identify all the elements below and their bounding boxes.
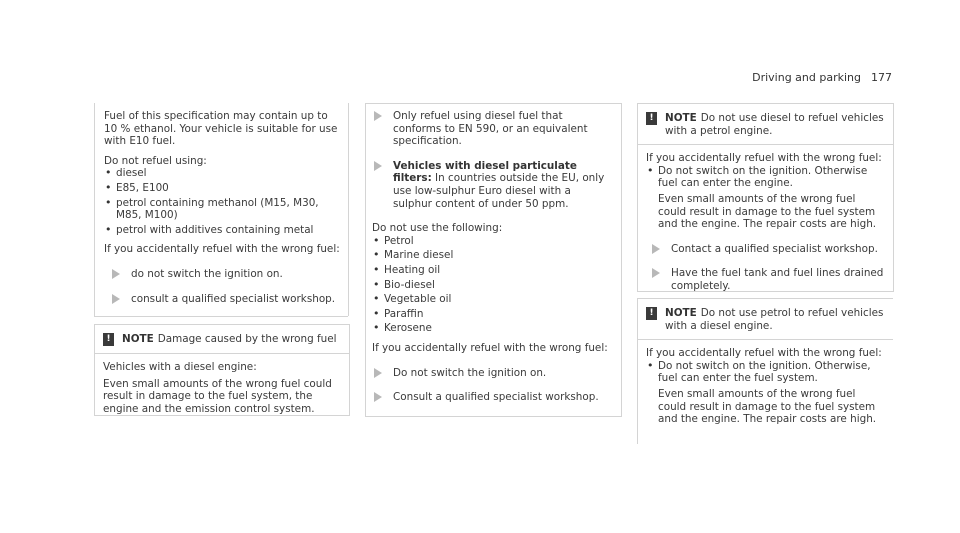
note-body [638, 145, 893, 306]
note-title: Damage caused by the wrong fuel [157, 333, 337, 345]
note-body-line: Vehicles with a diesel engine: [103, 361, 257, 373]
step-text: Consult a qualified specialist workshop. [393, 391, 599, 404]
step-arrow-icon [374, 161, 382, 171]
step-arrow-icon [652, 268, 660, 278]
if-wrong-fuel-text: If you accidentally refuel with the wrong fuel: [372, 341, 608, 354]
step-item [644, 243, 885, 256]
note-title: Do not use diesel to refuel vehicles with a petrol engine. [665, 112, 884, 137]
note-box-diesel-in-petrol [637, 103, 894, 292]
list-item: • diesel [104, 167, 344, 180]
step-arrow-icon [652, 244, 660, 254]
step-item [366, 367, 611, 380]
step-item [644, 267, 885, 292]
list-item: • Bio-diesel [372, 279, 611, 292]
step-bold-text: Vehicles with diesel particulate filters: [393, 159, 577, 185]
note-label: NOTE [665, 307, 697, 319]
col2-body [366, 222, 611, 354]
note-header [638, 299, 893, 340]
note-body-line: Even small amounts of the wrong fuel could result in damage to the fuel system, the engine and the emission control system. [103, 377, 332, 415]
note-box-wrong-fuel [94, 324, 350, 416]
column-1 [104, 110, 344, 317]
if-wrong-fuel-text: If you accidentally refuel with the wrong fuel: [646, 347, 882, 360]
step-item [104, 268, 344, 281]
section-title: Driving and parking [752, 71, 861, 84]
list-item: • Paraffin [372, 308, 611, 321]
list-item [646, 360, 885, 426]
list-item: • Petrol [372, 235, 611, 248]
intro-text: Fuel of this specification may contain up to 10 % ethanol. Your vehicle is suitable for use with E10 fuel. [104, 110, 338, 148]
list-item-detail: Even small amounts of the wrong fuel could result in damage to the fuel system and the engine. The repair costs are high. [658, 387, 877, 426]
step-text: Have the fuel tank and fuel lines drained completely. [671, 267, 884, 292]
list-item [646, 165, 885, 231]
warning-icon: ! [646, 307, 657, 320]
step-text: Do not switch the ignition on. [393, 366, 547, 379]
step-text: In countries outside the EU, only use low-sulphur Euro diesel with a sulphur content of under 50 ppm. [393, 172, 605, 210]
note-label: NOTE [122, 333, 154, 345]
do-not-use-heading: Do not use the following: [372, 222, 503, 235]
col1-right-rule [348, 103, 349, 316]
note-bullet-list [646, 360, 885, 426]
list-item-text: Do not switch on the ignition. Otherwise fuel can enter the engine. [658, 164, 868, 190]
note-body [638, 340, 893, 430]
list-item: • petrol with additives containing metal [104, 224, 344, 237]
page-number: 177 [871, 71, 892, 84]
step-text: Contact a qualified specialist workshop. [671, 242, 878, 255]
step-arrow-icon [374, 392, 382, 402]
step-arrow-icon [112, 269, 120, 279]
step-arrow-icon [374, 111, 382, 121]
step-text: do not switch the ignition on. [131, 267, 283, 280]
step-item [366, 391, 611, 404]
note-body [95, 354, 349, 424]
step-text: Only refuel using diesel fuel that conforms to EN 590, or an equivalent specification. [393, 110, 588, 148]
step-arrow-icon [112, 294, 120, 304]
note-label: NOTE [665, 112, 697, 124]
col1-rule [94, 103, 95, 316]
warning-icon: ! [646, 112, 657, 125]
list-item: • Kerosene [372, 322, 611, 335]
step-item [366, 110, 611, 148]
fuel-bullet-list [104, 167, 344, 236]
if-wrong-fuel-text: If you accidentally refuel with the wrong fuel: [104, 243, 340, 256]
list-item: • E85, E100 [104, 182, 344, 195]
column-2 [366, 98, 611, 416]
step-text: consult a qualified specialist workshop. [131, 292, 336, 305]
step-item [104, 293, 344, 306]
warning-icon: ! [103, 333, 114, 346]
note-bullet-list [646, 165, 885, 231]
note-header [638, 104, 893, 145]
do-not-refuel-heading: Do not refuel using: [104, 154, 207, 167]
list-item: • Vegetable oil [372, 293, 611, 306]
list-item-detail: Even small amounts of the wrong fuel could result in damage to the fuel system and the engine. The repair costs are high. [658, 192, 877, 231]
page-header [752, 71, 892, 84]
list-item-text: Do not switch on the ignition. Otherwise, fuel can enter the fuel system. [658, 359, 871, 385]
note-title: Do not use petrol to refuel vehicles with a diesel engine. [665, 307, 884, 332]
list-item: • petrol containing methanol (M15, M30, M85, M100) [104, 197, 344, 222]
list-item: • Heating oil [372, 264, 611, 277]
list-item: • Marine diesel [372, 249, 611, 262]
note-header [95, 325, 349, 354]
step-item [366, 160, 611, 210]
note-box-petrol-in-diesel [637, 298, 893, 444]
if-wrong-fuel-text: If you accidentally refuel with the wrong fuel: [646, 152, 882, 165]
fuel-bullet-list [372, 235, 611, 335]
step-arrow-icon [374, 368, 382, 378]
